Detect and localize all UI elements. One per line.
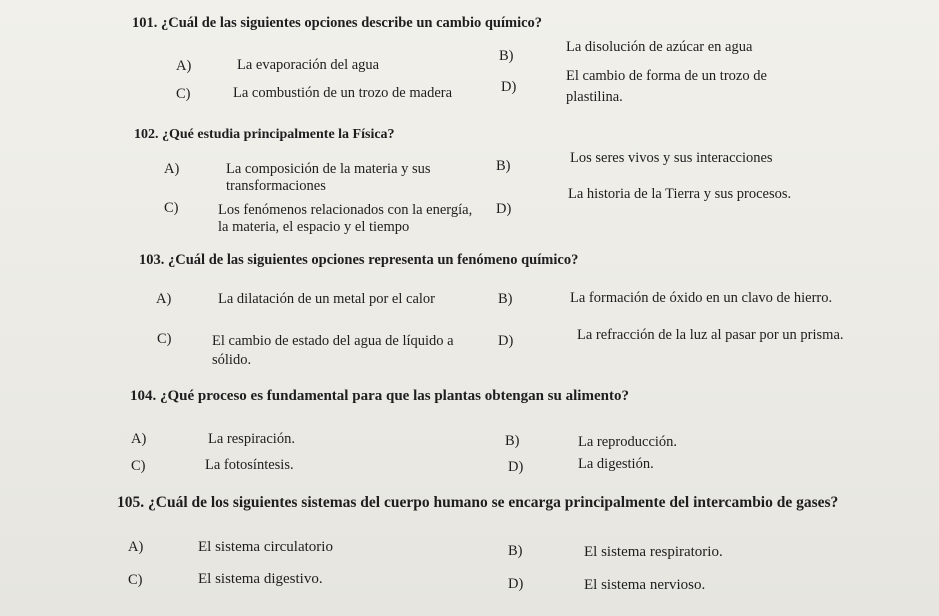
q104-option-c-letter: C) <box>131 458 146 474</box>
q105-option-a-text: El sistema circulatorio <box>198 539 333 555</box>
q102-option-b-text: Los seres vivos y sus interacciones <box>570 150 773 166</box>
question-101-stem: 101. ¿Cuál de las siguientes opciones describe un cambio químico? <box>132 15 543 31</box>
q105-option-b-letter: B) <box>508 543 523 559</box>
q104-option-d-text: La digestión. <box>578 456 654 472</box>
q104-option-d-letter: D) <box>508 459 524 475</box>
q101-option-c-letter: C) <box>176 86 191 102</box>
q104-option-a-letter: A) <box>131 431 147 447</box>
q101-option-a-letter: A) <box>176 58 192 74</box>
q102-option-d-text: La historia de la Tierra y sus procesos. <box>568 186 792 202</box>
q102-option-b-letter: B) <box>496 158 511 174</box>
q101-option-d-letter: D) <box>501 79 517 95</box>
q103-option-d-text: La refracción de la luz al pasar por un prisma. <box>577 327 844 343</box>
q105-option-b-text: El sistema respiratorio. <box>584 544 723 560</box>
q103-option-b-letter: B) <box>498 291 513 307</box>
q102-option-a-letter: A) <box>164 161 180 177</box>
q103-option-a-letter: A) <box>156 291 172 307</box>
q101-option-b-letter: B) <box>499 48 514 64</box>
question-104-stem: 104. ¿Qué proceso es fundamental para que las plantas obtengan su alimento? <box>130 388 629 404</box>
q103-option-c-letter: C) <box>157 331 172 347</box>
question-102-stem: 102. ¿Qué estudia principalmente la Física? <box>134 127 395 142</box>
q105-option-a-letter: A) <box>128 539 144 555</box>
q105-option-d-text: El sistema nervioso. <box>584 577 706 593</box>
q101-option-d-text: El cambio de forma de un trozo de plastilina. <box>566 68 767 105</box>
q102-option-d-letter: D) <box>496 201 512 217</box>
q105-option-d-letter: D) <box>508 576 524 592</box>
q105-option-c-text: El sistema digestivo. <box>198 571 323 587</box>
q104-option-c-text: La fotosíntesis. <box>205 457 294 473</box>
q103-option-b-text: La formación de óxido en un clavo de hierro. <box>570 290 833 306</box>
q103-option-a-text: La dilatación de un metal por el calor <box>218 291 436 307</box>
q101-option-a-text: La evaporación del agua <box>237 57 380 73</box>
q103-option-d-letter: D) <box>498 333 514 349</box>
q102-option-c-letter: C) <box>164 200 179 216</box>
q102-option-c-text: Los fenómenos relacionados con la energía, la materia, el espacio y el tiempo <box>218 202 473 235</box>
q104-option-a-text: La respiración. <box>208 431 295 447</box>
q101-option-b-text: La disolución de azúcar en agua <box>566 39 753 55</box>
q103-option-c-text: El cambio de estado del agua de líquido a sólido. <box>212 333 454 368</box>
question-103-stem: 103. ¿Cuál de las siguientes opciones representa un fenómeno químico? <box>139 252 579 268</box>
question-105-stem: 105. ¿Cuál de los siguientes sistemas del cuerpo humano se encarga principalmente del intercambio de gases? <box>117 494 839 511</box>
q104-option-b-text: La reproducción. <box>578 434 678 450</box>
q104-option-b-letter: B) <box>505 433 520 449</box>
q102-option-a-text: La composición de la materia y sus transformaciones <box>226 161 431 194</box>
q101-option-c-text: La combustión de un trozo de madera <box>233 85 453 101</box>
q105-option-c-letter: C) <box>128 572 143 588</box>
